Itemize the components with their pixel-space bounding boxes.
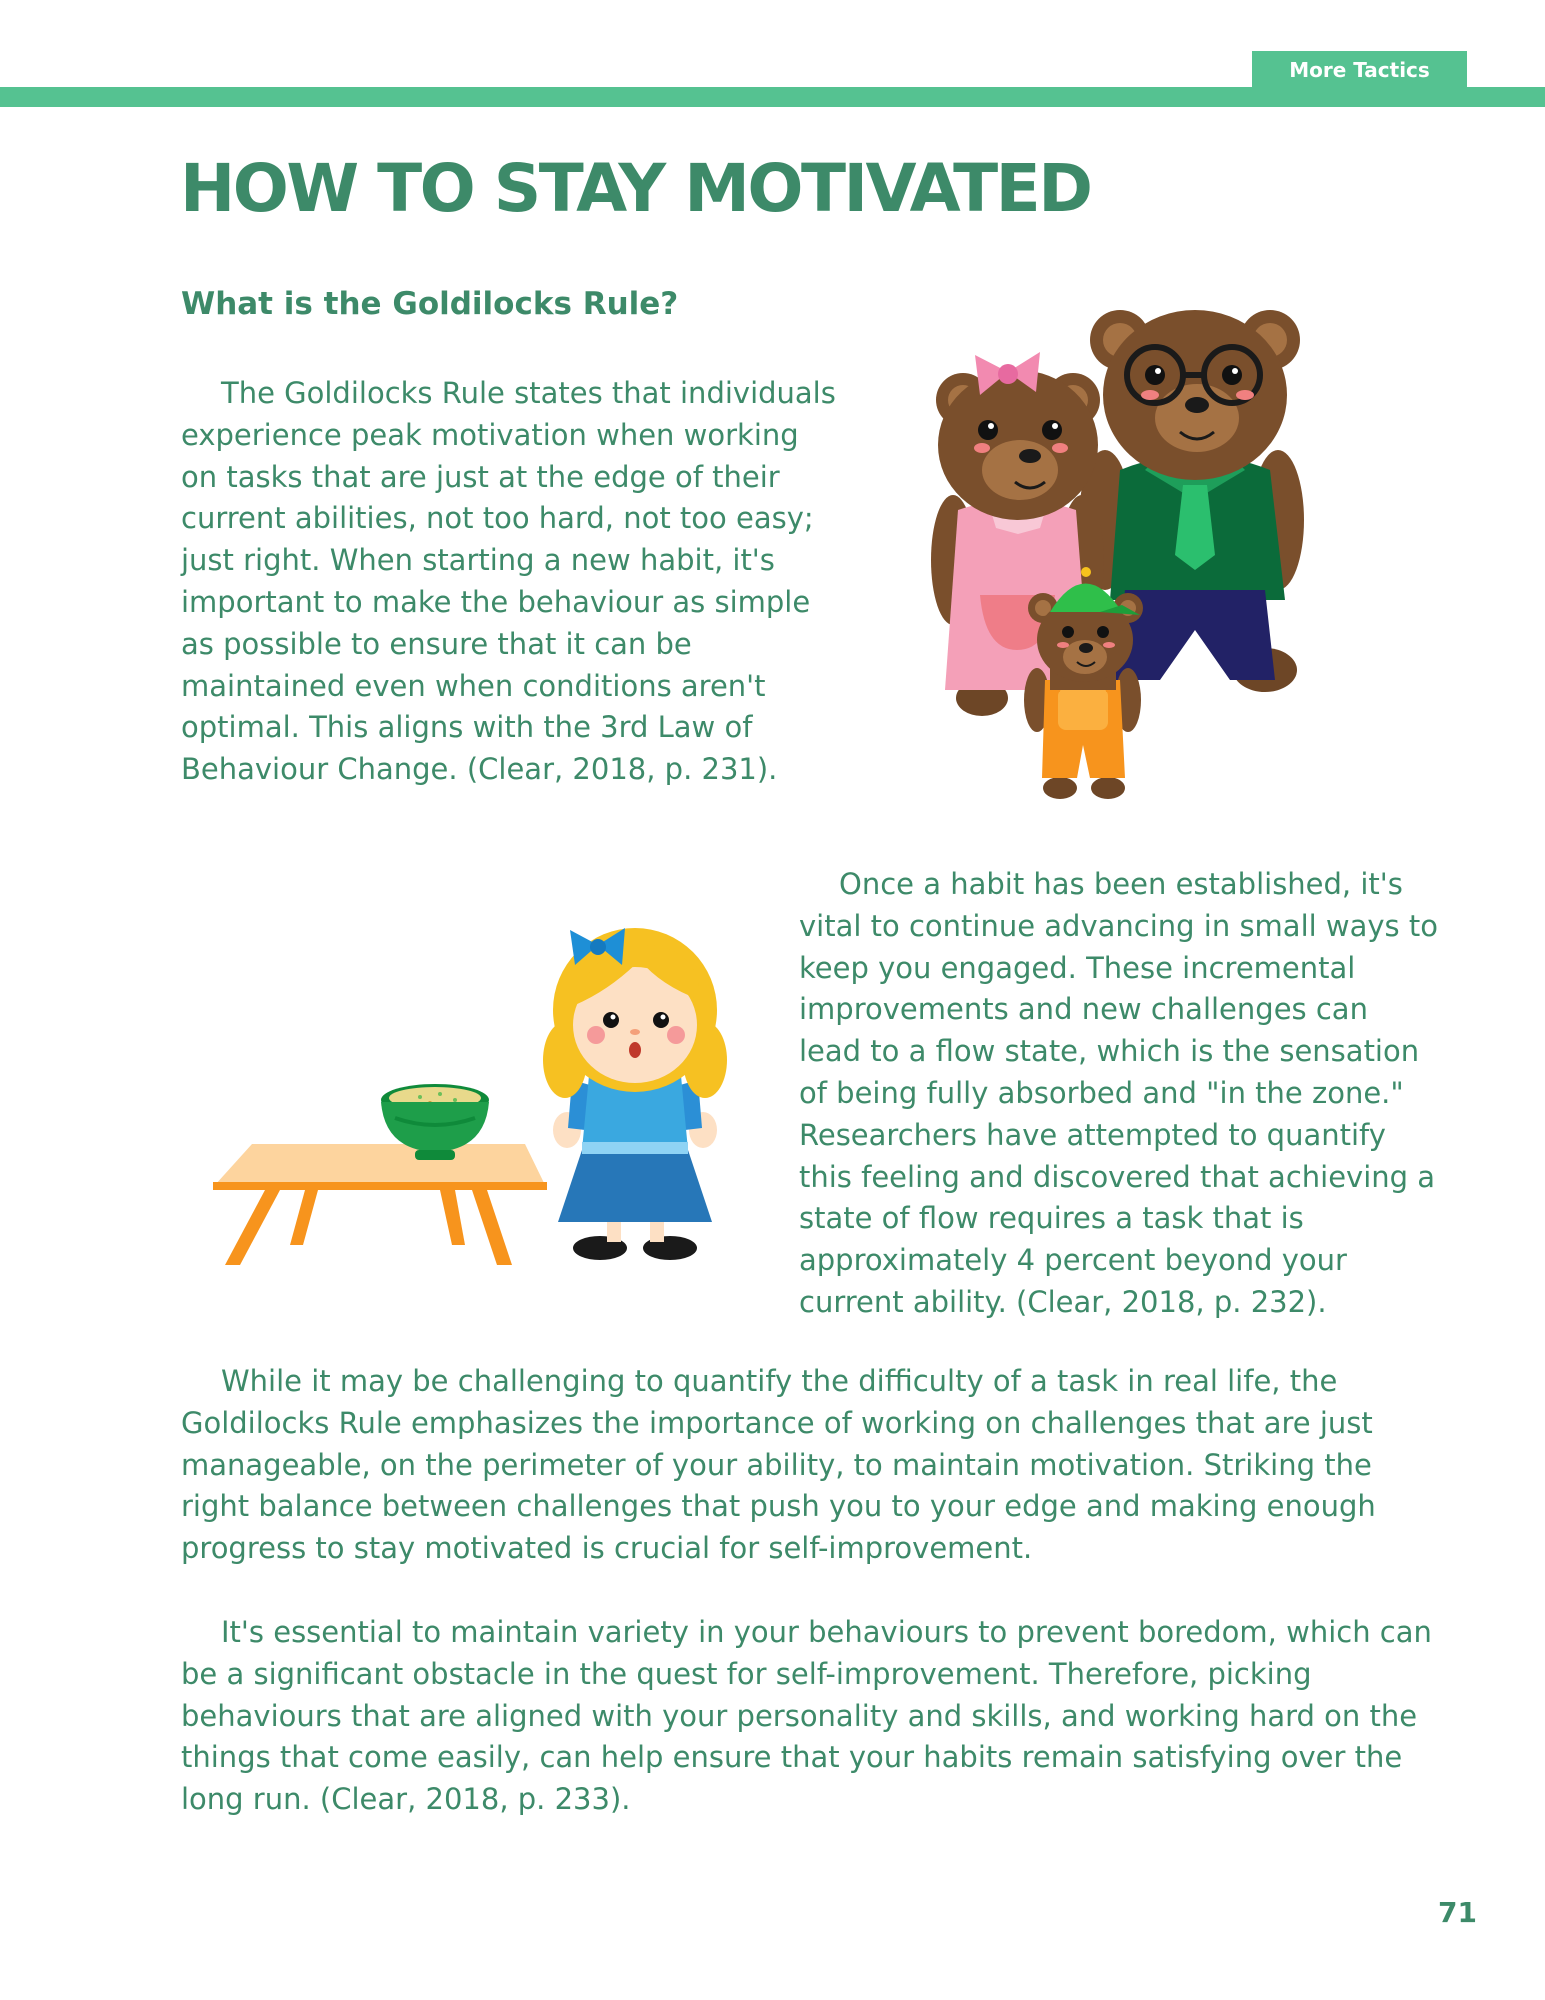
paragraph-variety: It's essential to maintain variety in your behaviours to prevent boredom, which can be a significant obstacle in the quest for self-improvement. Therefore, picking behaviours that are aligned with your personality and skills, and working hard on the things that come easily, can help ensure that your habits remain satisfying over the long run. (Clear, 2018, p. 233). bbox=[181, 1615, 1432, 1817]
goldilocks bbox=[543, 928, 727, 1260]
paragraph-flow-state: Once a habit has been established, it's vital to continue advancing in small ways to keep you engaged. These incremental improvements and new challenges can lead to a flow state, which is the sensation of being fully absorbed and "in the zone." Researchers have attempted to quantify this feeling and discovered that achieving a state of flow requires a task that is approximately 4 percent beyond your current ability. (Clear, 2018, p. 232). bbox=[799, 867, 1438, 1319]
page-title: HOW TO STAY MOTIVATED bbox=[180, 150, 1091, 227]
section-tab[interactable]: More Tactics bbox=[1252, 51, 1467, 88]
table bbox=[213, 1144, 547, 1265]
paragraph-goldilocks-rule: The Goldilocks Rule states that individuals experience peak motivation when working on tasks that are just at the edge of their current abilities, not too hard, not too easy; just right. When starting a new habit, it's important to make the behaviour as simple as possible to ensure that it can be maintained even when conditions aren't optimal. This aligns with the 3rd Law of Behaviour Change. (Clear, 2018, p. 231). bbox=[181, 376, 836, 787]
baby-bear bbox=[1024, 567, 1143, 799]
page-number: 71 bbox=[1438, 1896, 1477, 1929]
three-bears-illustration bbox=[920, 300, 1330, 805]
header-bar bbox=[0, 87, 1545, 107]
section-subtitle: What is the Goldilocks Rule? bbox=[181, 286, 679, 322]
paragraph-balance: While it may be challenging to quantify the difficulty of a task in real life, the Goldilocks Rule emphasizes the importance of working on challenges that are just manageable, on the perimeter of your ability, to maintain motivation. Striking the right balance between challenges that push you to your edge and making enough progress to stay motivated is crucial for self-improvement. bbox=[181, 1364, 1376, 1566]
goldilocks-table-illustration bbox=[210, 920, 730, 1270]
